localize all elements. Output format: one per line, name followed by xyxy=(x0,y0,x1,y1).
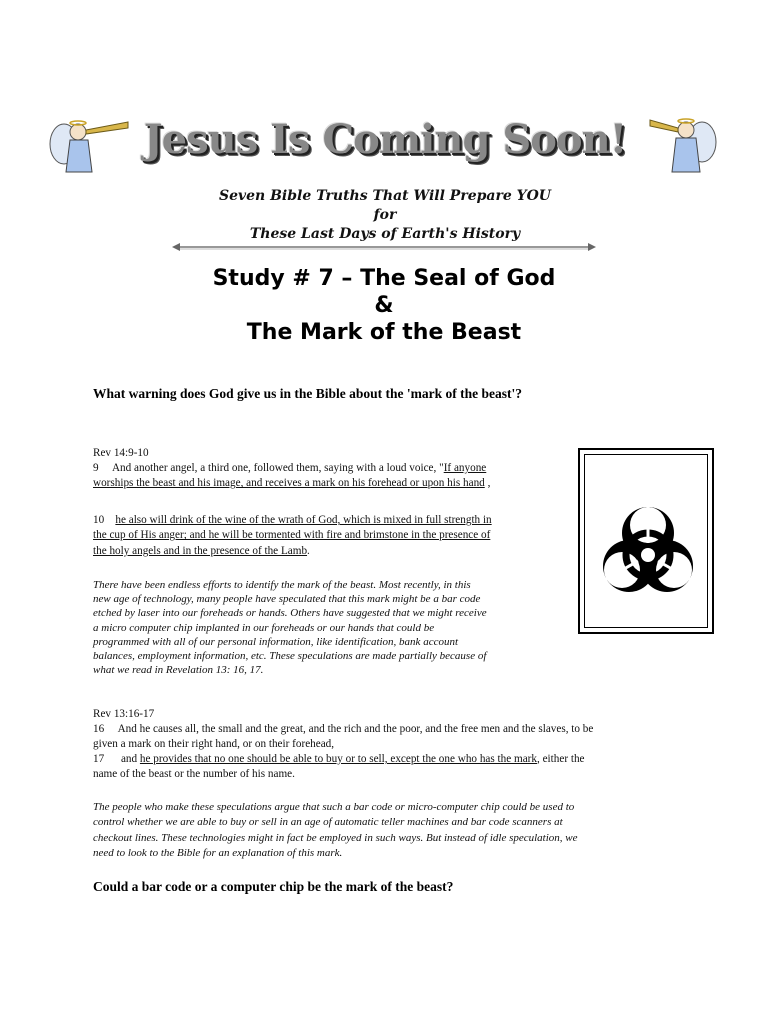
verse-17 xyxy=(93,752,693,783)
verse-number: 17 xyxy=(93,753,105,765)
banner-subtitle-line3: These Last Days of Earth's History xyxy=(249,226,521,242)
verse-text: . xyxy=(307,544,310,557)
verse-text: , xyxy=(487,477,491,490)
verse-text: given a mark on their right hand, or on their forehead, xyxy=(93,738,335,751)
verse-16 xyxy=(93,722,693,753)
left-angel-icon xyxy=(44,114,134,178)
commentary-line: There have been endless efforts to identify the mark of the beast. Most recently, in this xyxy=(93,579,471,591)
verse-underlined: the cup of His anger; and he will be tormented with fire and brimstone in the presence of xyxy=(93,529,491,542)
scripture-reference: Rev 14:9-10 xyxy=(93,447,149,459)
verse-text: And he causes all, the small and the great, and the rich and the poor, and the free men and the slaves, to be xyxy=(117,723,594,735)
verse-text: name of the beast or the number of his name. xyxy=(93,768,295,781)
verse-underlined: worships the beast and his image, and receives a mark on his forehead or upon his hand xyxy=(93,477,485,490)
question-heading: What warning does God give us in the Bible about the 'mark of the beast'? xyxy=(93,386,523,401)
verse-9 xyxy=(93,461,573,492)
commentary-line: etched by laser into our foreheads or hands. Others have suggested that we might receive xyxy=(93,607,487,620)
verse-number: 10 xyxy=(93,514,105,526)
commentary-line: programmed with all of our personal information, like identification, bank account xyxy=(93,635,459,648)
commentary-line: a micro computer chip implanted in our foreheads or our hands that could be xyxy=(93,621,435,634)
commentary-line: checkout lines. These technologies might in fact be employed in such ways. But instead of idle speculation, we xyxy=(93,831,578,844)
verse-text: And another angel, a third one, followed them, saying with a loud voice, " xyxy=(111,462,444,474)
banner-subtitle-line1: Seven Bible Truths That Will Prepare YOU xyxy=(218,188,552,204)
study-title-line3: The Mark of the Beast xyxy=(246,320,522,345)
verse-10 xyxy=(93,513,573,559)
verse-number: 9 xyxy=(93,462,99,474)
commentary-line: The people who make these speculations argue that such a bar code or micro-computer chip could be used to xyxy=(93,801,575,813)
commentary-line: new age of technology, many people have speculated that this mark might be a bar code xyxy=(93,593,481,606)
commentary-line: what we read in Revelation 13: 16, 17. xyxy=(93,664,264,677)
verse-underlined: If anyone xyxy=(443,462,487,474)
verse-underlined: the holy angels and in the presence of the Lamb xyxy=(93,544,308,557)
study-title-line1: Study # 7 – The Seal of God xyxy=(212,266,556,291)
verse-underlined: he also will drink of the wine of the wrath of God, which is mixed in full strength in xyxy=(115,514,492,526)
verse-number: 16 xyxy=(93,723,105,735)
biohazard-image-frame xyxy=(578,448,714,634)
commentary-paragraph xyxy=(93,800,693,861)
ornamental-divider xyxy=(172,242,596,252)
study-title-line2: & xyxy=(374,293,394,318)
banner-title: Jesus Is Coming Soon! xyxy=(143,116,627,163)
scripture-reference: Rev 13:16-17 xyxy=(93,708,155,720)
verse-underlined: he provides that no one should be able to buy or to sell, except the one who has the mark xyxy=(139,753,537,765)
banner-subtitle-line2: for xyxy=(373,207,397,223)
right-angel-icon xyxy=(648,112,720,178)
commentary-paragraph xyxy=(93,578,568,677)
commentary-line: need to look to the Bible for an explanation of this mark. xyxy=(93,846,343,859)
question-heading: Could a bar code or a computer chip be the mark of the beast? xyxy=(93,879,454,894)
biohazard-icon xyxy=(585,455,711,631)
verse-text: , either the xyxy=(536,753,585,765)
commentary-line: control whether we are able to buy or sell in an age of automatic teller machines and bar code scanners at xyxy=(93,816,563,829)
verse-text: and xyxy=(120,753,140,765)
commentary-line: balances, employment information, etc. These speculations are made partially because of xyxy=(93,650,487,663)
